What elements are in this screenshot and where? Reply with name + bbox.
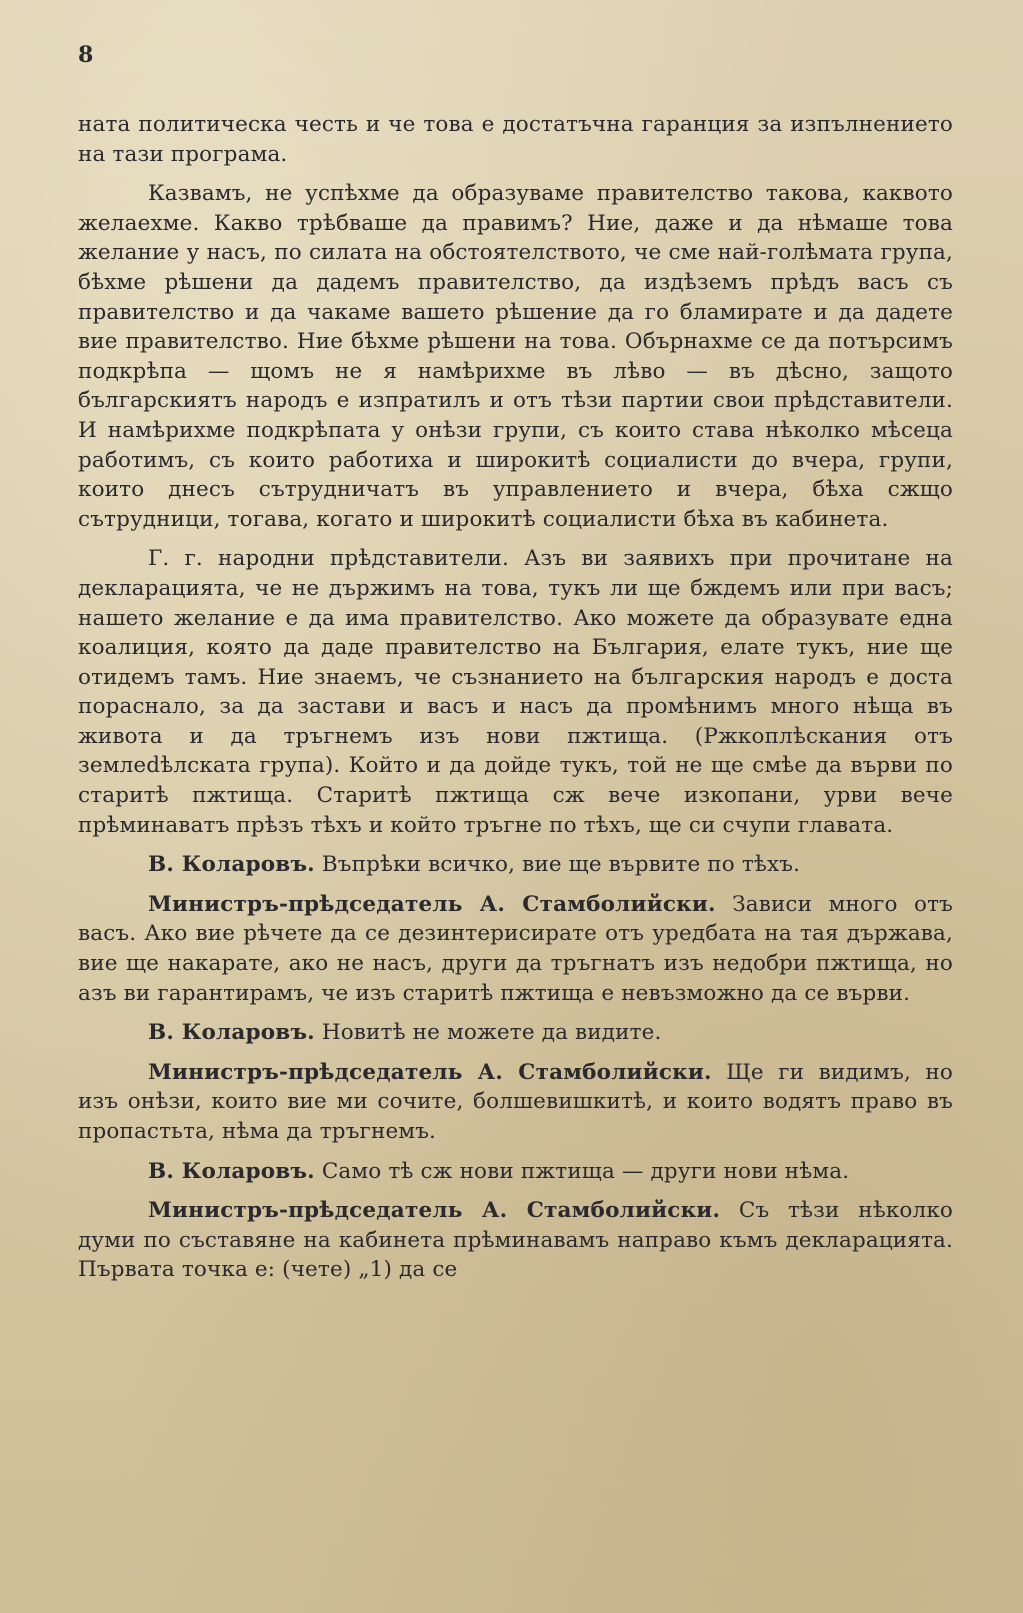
paragraph [78, 890, 953, 1008]
speaker-name: В. Коларовъ. [148, 1020, 315, 1046]
paragraph-text: Само тѣ сж нови пжтища — други нови нѣма. [321, 1158, 850, 1184]
speaker-name: В. Коларовъ. [148, 1158, 315, 1184]
paragraph [78, 1157, 953, 1187]
paragraph-text: ната политическа честь и че това е достатъчна гаранция за изпълнението на тази програма. [78, 112, 953, 167]
paragraph [78, 110, 953, 169]
paragraph-text: Ще ги видимъ, но изъ онѣзи, които вие ми сочите, болшевишкитѣ, и които водятъ право въ пропастьта, нѣма да тръгнемъ. [78, 1059, 953, 1144]
document-body [78, 110, 953, 1285]
speaker-name: В. Коларовъ. [148, 852, 315, 878]
paragraph-text: Казвамъ, не успѣхме да образуваме правителство такова, каквото желаехме. Какво трѣбваше да правимъ? Ние, даже и да нѣмаше това желание у насъ, по силата на обстоятелството, че сме най-голѣмата група, бѣхме рѣшени да дадемъ правителство, да издѣземъ прѣдъ васъ съ правителство и да чакаме вашето рѣшение да го бламирате и да дадете вие правителство. Ние бѣхме рѣшени на това. Обърнахме се да потърсимъ подкрѣпа — щомъ не я намѣрихме въ лѣво — въ дѣсно, защото българскиятъ народъ е изпратилъ и отъ тѣзи партии свои прѣдставители. И намѣрихме подкрѣпата у онѣзи групи, съ които става нѣколко мѣсеца работимъ, съ които работиха и широкитѣ социалисти до вчера, групи, които днесъ сътрудничатъ въ управлението и вчера, бѣха сжщо сътрудници, тогава, когато и широкитѣ социалисти бѣха въ кабинета. [78, 181, 953, 532]
paragraph [78, 1058, 953, 1147]
speaker-name: Министръ-прѣдседатель А. Стамболийски. [148, 1059, 712, 1085]
speaker-name: Министръ-прѣдседатель А. Стамболийски. [148, 891, 716, 917]
paragraph-text: Г. г. народни прѣдставители. Азъ ви заявихъ при прочитане на декларацията, че не държимъ на това, тукъ ли ще бждемъ или при васъ; нашето желание е да има правителство. Ако можете да образувате една коалиция, която да даде правителство на България, елате тукъ, ние ще отидемъ тамъ. Ние знаемъ, че съзнанието на българския народъ е доста порасналo, за да застави и васъ и насъ да промѣнимъ много нѣща въ живота и да тръгнемъ изъ нови пжтища. (Ржкоплѣскания отъ землedѣлската група). Който и да дойде тукъ, той не ще смѣе да върви по старитѣ пжтища. Старитѣ пжтища сж вече изкопани, урви вече прѣминаватъ прѣзъ тѣхъ и който тръгне по тѣхъ, ще си счупи главата. [78, 546, 953, 838]
paragraph [78, 1018, 953, 1048]
paragraph [78, 1196, 953, 1285]
page-number: 8 [78, 42, 94, 68]
paragraph [78, 544, 953, 840]
paragraph-text: Въпрѣки всичко, вие ще вървите по тѣхъ. [321, 852, 801, 878]
paragraph [78, 850, 953, 880]
speaker-name: Министръ-прѣдседатель А. Стамболийски. [148, 1198, 721, 1224]
paragraph [78, 179, 953, 534]
paragraph-text: Новитѣ не можете да видите. [321, 1020, 662, 1046]
paragraph-text: Съ тѣзи нѣколко думи по съставяне на кабинета прѣминавамъ направо къмъ декларацията. Първата точка е: (чете) „1) да се [78, 1198, 953, 1283]
paragraph-text: Зависи много отъ васъ. Ако вие рѣчете да се дезинтерисирате отъ уредбата на тая държава, вие ще накарате, ако не насъ, други да тръгнатъ изъ недобри пжтища, но азъ ви гарантирамъ, че изъ старитѣ пжтища е невъзможно да се върви. [78, 891, 954, 1006]
